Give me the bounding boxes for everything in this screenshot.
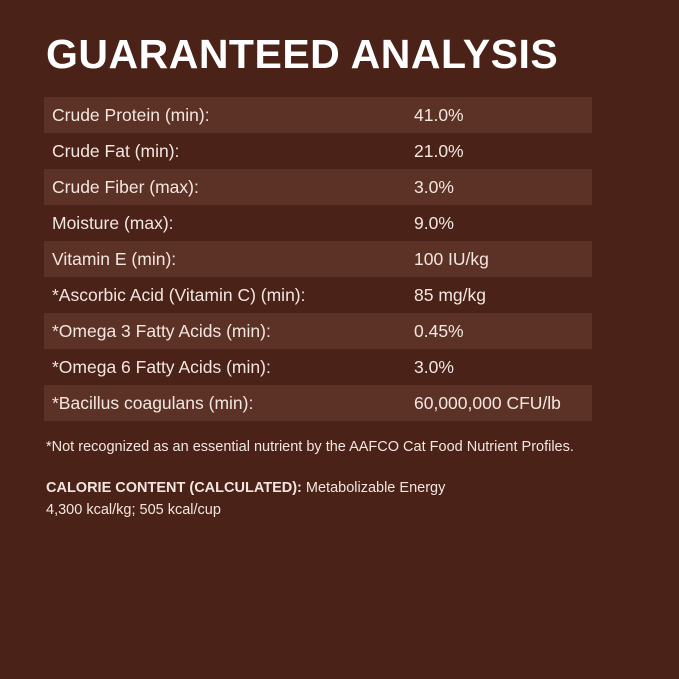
table-row bbox=[44, 205, 592, 241]
table-row bbox=[44, 277, 592, 313]
nutrient-value: 85 mg/kg bbox=[414, 284, 486, 305]
calorie-content-detail: Metabolizable Energy bbox=[301, 480, 446, 496]
nutrient-label: *Omega 6 Fatty Acids (min): bbox=[52, 356, 271, 377]
guaranteed-analysis-panel bbox=[44, 31, 636, 522]
table-row bbox=[44, 313, 592, 349]
nutrient-value: 9.0% bbox=[414, 212, 454, 233]
nutrient-value: 3.0% bbox=[414, 356, 454, 377]
nutrient-label: Crude Fat (min): bbox=[52, 140, 180, 161]
table-row bbox=[44, 385, 592, 421]
nutrient-value: 3.0% bbox=[414, 176, 454, 197]
page-title: GUARANTEED ANALYSIS bbox=[46, 31, 559, 77]
table-row bbox=[44, 133, 592, 169]
nutrient-value: 21.0% bbox=[414, 140, 464, 161]
nutrient-label: Crude Fiber (max): bbox=[52, 176, 199, 197]
table-row bbox=[44, 97, 592, 133]
nutrient-label: Vitamin E (min): bbox=[52, 248, 177, 269]
nutrient-value: 0.45% bbox=[414, 320, 464, 341]
calorie-content-line2: 4,300 kcal/kg; 505 kcal/cup bbox=[46, 502, 221, 519]
table-row bbox=[44, 349, 592, 385]
nutrient-value: 41.0% bbox=[414, 104, 464, 125]
nutrient-label: *Omega 3 Fatty Acids (min): bbox=[52, 320, 271, 341]
nutrient-label: Crude Protein (min): bbox=[52, 104, 210, 125]
calorie-content bbox=[46, 477, 636, 522]
nutrient-label: *Bacillus coagulans (min): bbox=[52, 392, 254, 413]
calorie-content-line1 bbox=[46, 477, 636, 499]
nutrient-label: *Ascorbic Acid (Vitamin C) (min): bbox=[52, 284, 306, 305]
table-row bbox=[44, 169, 592, 205]
guaranteed-analysis-table bbox=[44, 97, 592, 421]
nutrient-value: 60,000,000 CFU/lb bbox=[414, 392, 561, 413]
nutrient-label: Moisture (max): bbox=[52, 212, 174, 233]
footnote: *Not recognized as an essential nutrient by the AAFCO Cat Food Nutrient Profiles. bbox=[46, 439, 574, 455]
calorie-content-heading: CALORIE CONTENT (CALCULATED): bbox=[46, 480, 302, 496]
table-row bbox=[44, 241, 592, 277]
nutrient-value: 100 IU/kg bbox=[414, 248, 489, 269]
